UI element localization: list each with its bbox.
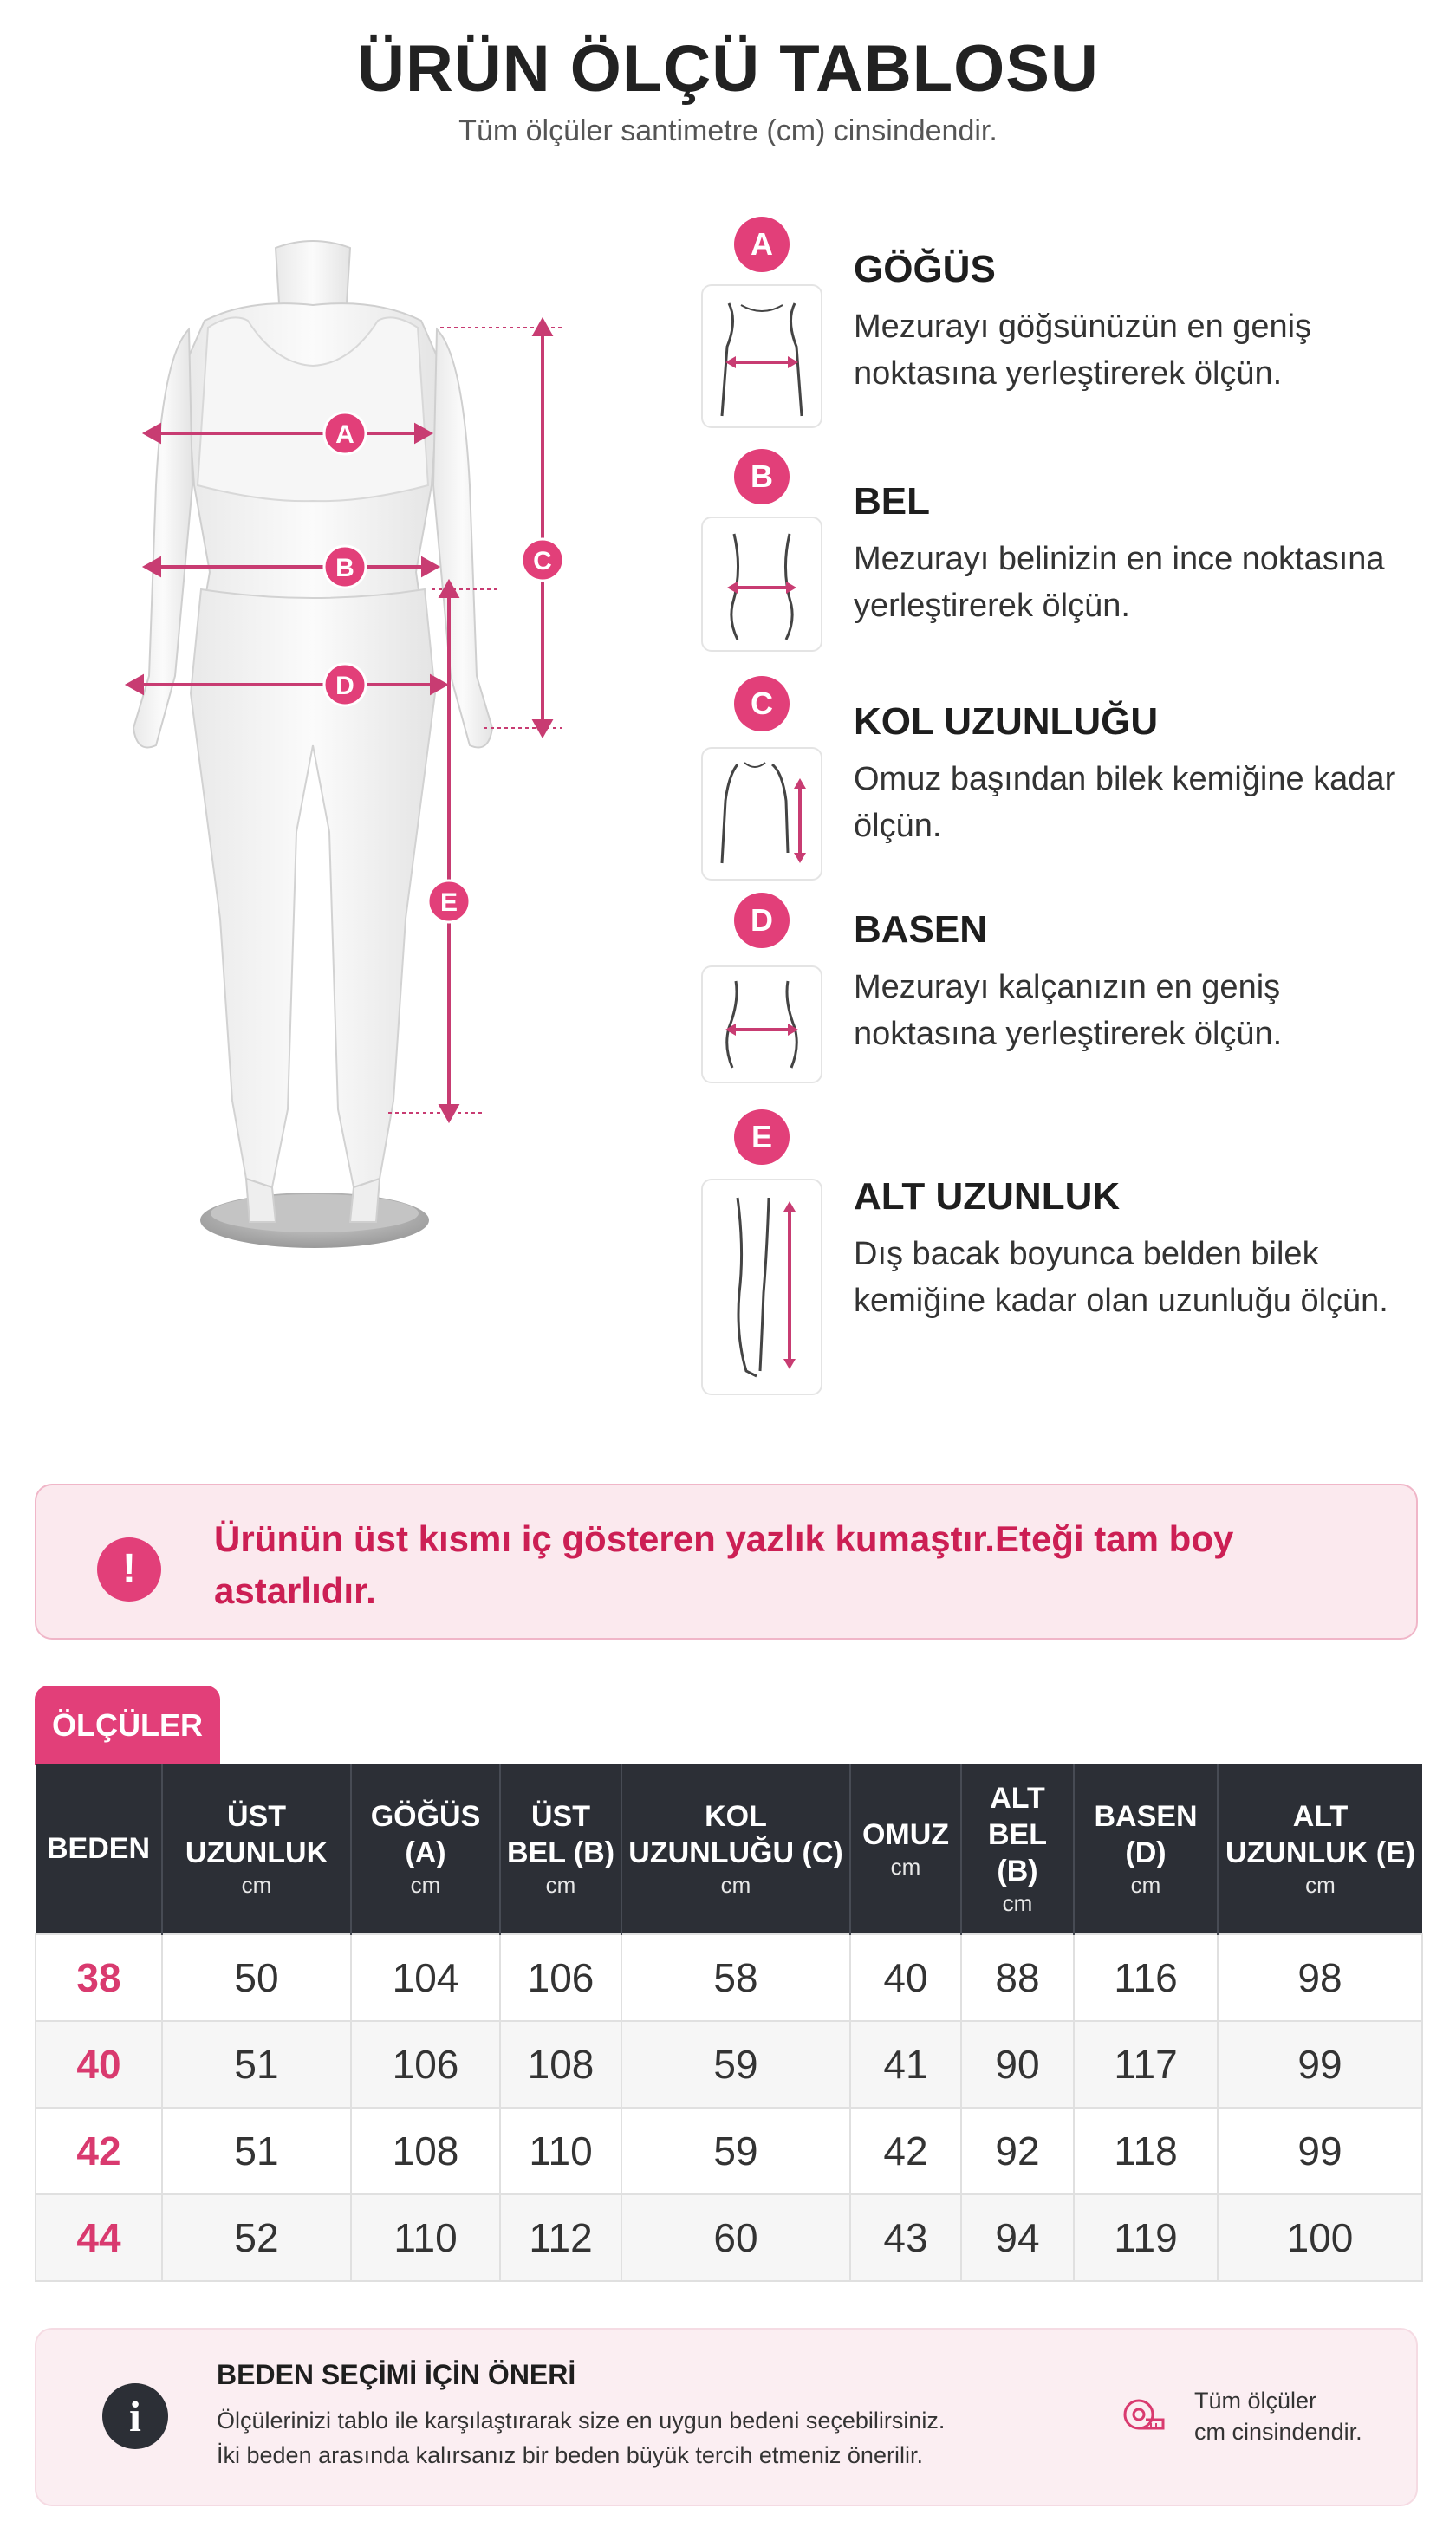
table-cell: 100 <box>1218 2194 1422 2281</box>
table-cell: 40 <box>850 1934 961 2021</box>
table-cell: 117 <box>1074 2021 1218 2108</box>
column-header: ALT BEL (B) cm <box>961 1764 1074 1934</box>
size-cell: 40 <box>36 2021 162 2108</box>
size-cell: 38 <box>36 1934 162 2021</box>
fabric-notice-text: Ürünün üst kısmı iç gösteren yazlık kumaştır.Eteği tam boy astarlıdır. <box>214 1518 1234 1611</box>
table-cell: 118 <box>1074 2108 1218 2194</box>
arm-length-icon <box>701 747 822 881</box>
table-cell: 41 <box>850 2021 961 2108</box>
measurement-desc-waist: Mezurayı belinizin en ince noktasına yerleştirerek ölçün. <box>854 541 1385 624</box>
table-row <box>36 2194 1422 2281</box>
unit-note-line-2: cm cinsindendir. <box>1194 2419 1362 2445</box>
size-cell: 42 <box>36 2108 162 2194</box>
marker-b-label: B <box>335 554 354 582</box>
measurement-title-hip: BASEN <box>854 908 988 951</box>
table-cell: 51 <box>162 2021 351 2108</box>
table-cell: 51 <box>162 2108 351 2194</box>
badge-a: A <box>734 217 790 272</box>
chest-measure-icon <box>701 284 822 428</box>
hip-measure-icon <box>701 965 822 1083</box>
table-cell: 112 <box>500 2194 621 2281</box>
table-cell: 88 <box>961 1934 1074 2021</box>
table-row <box>36 2021 1422 2108</box>
table-cell: 108 <box>500 2021 621 2108</box>
column-header: OMUZ cm <box>850 1764 961 1934</box>
column-header: ÜST UZUNLUK cm <box>162 1764 351 1934</box>
measurement-desc-hip: Mezurayı kalçanızın en geniş noktasına yerleştirerek ölçün. <box>854 969 1283 1052</box>
table-cell: 106 <box>351 2021 500 2108</box>
table-row <box>36 2108 1422 2194</box>
unit-note <box>1194 2385 1362 2447</box>
table-cell: 99 <box>1218 2021 1422 2108</box>
table-cell: 59 <box>621 2021 850 2108</box>
size-advice-box <box>35 2328 1418 2506</box>
measurements-tab: ÖLÇÜLER <box>35 1686 220 1765</box>
measurement-desc-leg-length: Dış bacak boyunca belden bilek kemiğine kadar olan uzunluğu ölçün. <box>854 1236 1388 1319</box>
table-cell: 59 <box>621 2108 850 2194</box>
size-advice-text-1: Ölçülerinizi tablo ile karşılaştırarak size en uygun bedeni seçebilirsiniz. <box>217 2408 946 2434</box>
measuring-tape-icon <box>1120 2394 1167 2440</box>
badge-b: B <box>734 449 790 504</box>
table-cell: 94 <box>961 2194 1074 2281</box>
size-cell: 44 <box>36 2194 162 2281</box>
unit-note-line-1: Tüm ölçüler <box>1194 2388 1317 2414</box>
column-header: KOL UZUNLUĞU (C) cm <box>621 1764 850 1934</box>
measurement-desc-chest: Mezurayı göğsünüzün en geniş noktasına yerleştirerek ölçün. <box>854 309 1312 392</box>
table-cell: 98 <box>1218 1934 1422 2021</box>
marker-e-label: E <box>439 888 458 917</box>
leg-length-icon <box>701 1179 822 1395</box>
exclamation-icon: ! <box>97 1537 161 1602</box>
measurement-desc-arm-length: Omuz başından bilek kemiğine kadar ölçün. <box>854 761 1396 844</box>
measurement-title-leg-length: ALT UZUNLUK <box>854 1175 1121 1218</box>
size-advice-text-2: İki beden arasında kalırsanız bir beden büyük tercih etmeniz önerilir. <box>217 2442 923 2468</box>
table-cell: 108 <box>351 2108 500 2194</box>
marker-c-label: C <box>533 547 552 575</box>
table-cell: 110 <box>351 2194 500 2281</box>
badge-c: C <box>734 676 790 731</box>
table-cell: 99 <box>1218 2108 1422 2194</box>
table-cell: 90 <box>961 2021 1074 2108</box>
badge-e: E <box>734 1109 790 1165</box>
table-cell: 116 <box>1074 1934 1218 2021</box>
column-header: BEDEN <box>36 1764 162 1934</box>
table-cell: 104 <box>351 1934 500 2021</box>
table-cell: 50 <box>162 1934 351 2021</box>
column-header: GÖĞÜS (A) cm <box>351 1764 500 1934</box>
table-cell: 52 <box>162 2194 351 2281</box>
marker-d-label: D <box>335 672 354 700</box>
waist-measure-icon <box>701 517 822 652</box>
measurement-title-arm-length: KOL UZUNLUĞU <box>854 700 1159 743</box>
badge-d: D <box>734 893 790 948</box>
table-cell: 110 <box>500 2108 621 2194</box>
table-cell: 119 <box>1074 2194 1218 2281</box>
column-header: ÜST BEL (B) cm <box>500 1764 621 1934</box>
table-cell: 92 <box>961 2108 1074 2194</box>
table-cell: 43 <box>850 2194 961 2281</box>
table-cell: 42 <box>850 2108 961 2194</box>
table-cell: 106 <box>500 1934 621 2021</box>
table-header-row <box>36 1764 1422 1934</box>
measurement-title-chest: GÖĞÜS <box>854 248 996 290</box>
table-cell: 60 <box>621 2194 850 2281</box>
page-subtitle: Tüm ölçüler santimetre (cm) cinsindendir. <box>458 114 998 147</box>
fabric-notice <box>35 1484 1418 1640</box>
column-header: BASEN (D) cm <box>1074 1764 1218 1934</box>
info-icon: i <box>102 2383 168 2449</box>
table-row <box>36 1934 1422 2021</box>
marker-a-label: A <box>335 420 354 449</box>
size-table <box>35 1764 1423 2282</box>
measurement-title-waist: BEL <box>854 480 930 523</box>
page-title: ÜRÜN ÖLÇÜ TABLOSU <box>357 32 1099 106</box>
table-cell: 58 <box>621 1934 850 2021</box>
size-advice-title: BEDEN SEÇİMİ İÇİN ÖNERİ <box>217 2359 576 2390</box>
column-header: ALT UZUNLUK (E) cm <box>1218 1764 1422 1934</box>
mannequin-figure <box>102 225 588 1265</box>
